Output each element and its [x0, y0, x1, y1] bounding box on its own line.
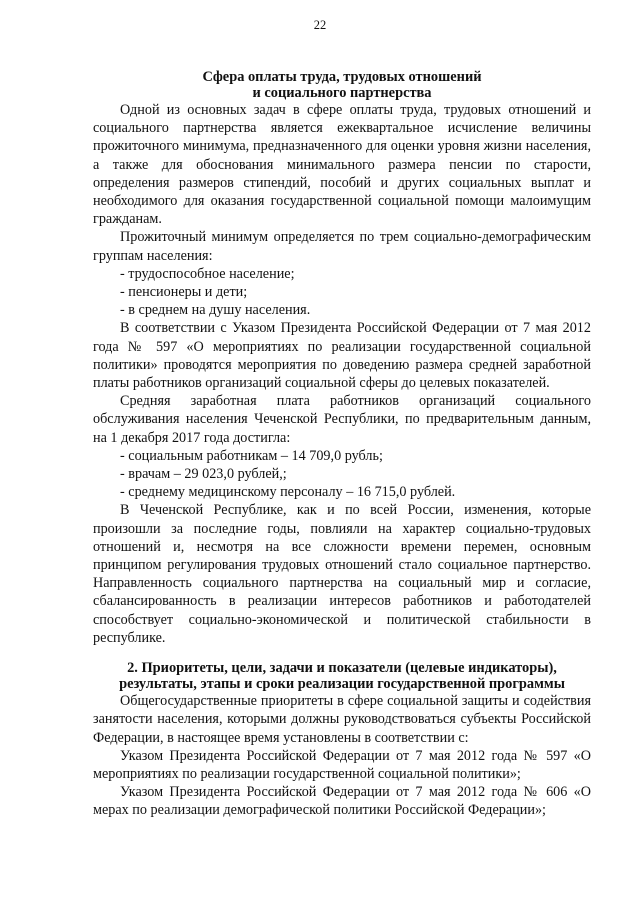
- list-item: - трудоспособное население;: [120, 265, 295, 282]
- priorities-paragraph: Общегосударственные приоритеты в сфере социальной защиты и содействия занятости населения, которыми должны руководствоваться субъекты Российской Федерации, в настоящее время установлены в соответствии с:: [93, 693, 591, 746]
- list-item: - в среднем на душу населения.: [120, 302, 311, 319]
- section-1-heading-line-1: Сфера оплаты труда, трудовых отношений: [202, 69, 482, 85]
- decree-597-reference: Указом Президента Российской Федерации от 7 мая 2012 года № 597 «О мероприятиях по реализации государственной социальной политики»;: [93, 747, 591, 782]
- decree-597-paragraph: В соответствии с Указом Президента Российской Федерации от 7 мая 2012 года № 597 «О мероприятиях по реализации государственной социальной политики» проводятся мероприятия по доведению размера средней заработной платы работников организаций социальной сферы до целевых показателей.: [93, 320, 591, 392]
- list-item: - врачам – 29 023,0 рублей,;: [120, 466, 287, 483]
- list-item: - пенсионеры и дети;: [120, 284, 248, 301]
- page-number: 22: [313, 18, 327, 32]
- social-partnership-paragraph: В Чеченской Республике, как и по всей России, изменения, которые произошли за последние годы, повлияли на характер социально-трудовых отношений и, несмотря на все сложности времени перемен, основным принципом регулирования трудовых отношений стало социальное партнерство. Направленность социального партнерства на социальный мир и согласие, сбалансированность в реализации интересов работников и работодателей способствует социально-экономической и политической стабильности в республике.: [93, 502, 591, 646]
- section-1-heading-line-2: и социального партнерства: [252, 84, 432, 101]
- section-2-heading-line-1: 2. Приоритеты, цели, задачи и показатели (целевые индикаторы),: [127, 660, 557, 677]
- section-1-heading: [93, 70, 591, 101]
- average-salary-paragraph: Средняя заработная плата работников организаций социального обслуживания населения Чеченской Республики, по предварительным данным, на 1 декабря 2017 года достигла:: [93, 393, 591, 446]
- groups-intro-paragraph: Прожиточный минимум определяется по трем социально-демографическим группам населения:: [93, 229, 591, 264]
- section-2-heading: [93, 661, 591, 692]
- subsistence-minimum-paragraph: Одной из основных задач в сфере оплаты труда, трудовых отношений и социального партнерства является ежеквартальное исчисление величины прожиточного минимума, предназначенного для оценки уровня жизни населения, а также для обоснования минимального размера пенсии по старости, определения размеров стипендий, пособий и других социальных выплат и необходимого для оказания государственной социальной помощи малоимущим гражданам.: [93, 102, 591, 228]
- section-2-heading-line-2: результаты, этапы и сроки реализации государственной программы: [119, 675, 565, 692]
- decree-606-reference: Указом Президента Российской Федерации от 7 мая 2012 года № 606 «О мерах по реализации демографической политики Российской Федерации»;: [93, 784, 591, 819]
- document-body: [93, 70, 591, 820]
- list-item: - социальным работникам – 14 709,0 рубль;: [120, 447, 383, 464]
- list-item: - среднему медицинскому персоналу – 16 715,0 рублей.: [120, 484, 456, 501]
